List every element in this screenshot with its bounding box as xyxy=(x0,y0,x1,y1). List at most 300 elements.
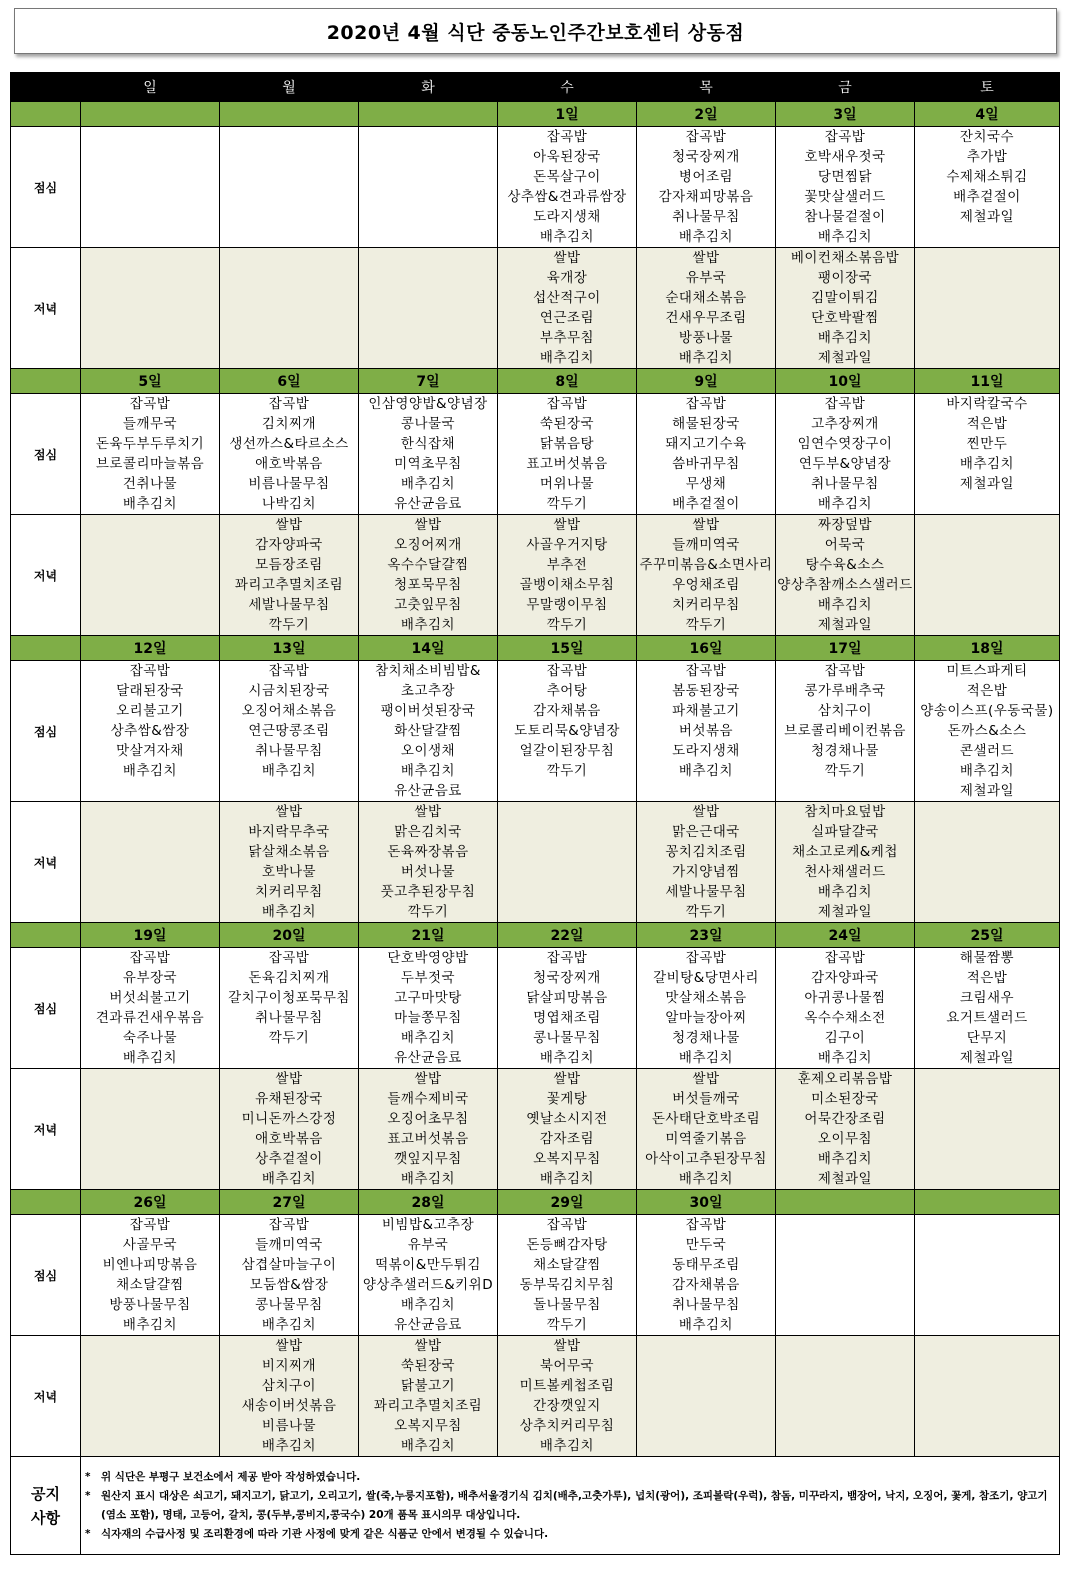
menu-item: 아삭이고추된장무침 xyxy=(645,1151,767,1167)
date-cell: 17일 xyxy=(776,636,915,661)
menu-item: 쌀밥 xyxy=(414,1071,442,1087)
dinner-label: 저녁 xyxy=(11,248,81,369)
menu-item: 적은밥 xyxy=(966,416,1008,432)
menu-item: 잡곡밥 xyxy=(824,129,866,145)
menu-item: 순대채소볶음 xyxy=(665,290,747,306)
menu-item: 배추김치 xyxy=(817,496,873,512)
dinner-menu-cell xyxy=(915,515,1060,636)
menu-item: 콩가루배추국 xyxy=(804,683,886,699)
menu-item: 버섯쇠불고기 xyxy=(109,990,191,1006)
menu-item: 배추김치 xyxy=(400,1438,456,1454)
dinner-menu-cell xyxy=(81,1069,220,1190)
day-header: 수 xyxy=(498,73,637,102)
menu-item: 가지양념찜 xyxy=(672,864,740,880)
menu-item: 미트스파게티 xyxy=(946,663,1028,679)
lunch-menu-cell xyxy=(637,127,776,248)
date-cell: 5일 xyxy=(81,369,220,394)
date-cell: 14일 xyxy=(359,636,498,661)
menu-item: 풋고추된장무침 xyxy=(380,884,476,900)
date-row xyxy=(11,1190,1060,1215)
menu-item: 도라지생채 xyxy=(672,743,740,759)
menu-item: 배추김치 xyxy=(539,1171,595,1187)
menu-item: 모둠쌈&쌈장 xyxy=(249,1277,329,1293)
menu-item: 청경채나물 xyxy=(811,743,879,759)
menu-item: 깍두기 xyxy=(546,617,588,633)
menu-item: 오리불고기 xyxy=(116,703,184,719)
date-cell: 20일 xyxy=(220,923,359,948)
date-cell xyxy=(915,1190,1060,1215)
menu-item: 잡곡밥 xyxy=(268,950,310,966)
menu-item: 양상추참깨소스샐러드 xyxy=(777,577,913,593)
day-header: 일 xyxy=(81,73,220,102)
lunch-menu-cell xyxy=(776,948,915,1069)
lunch-menu-cell xyxy=(81,661,220,802)
dinner-menu-cell xyxy=(498,802,637,923)
menu-item: 배추겉절이 xyxy=(953,189,1021,205)
menu-item: 제철과일 xyxy=(959,783,1015,799)
menu-item: 호박나물 xyxy=(261,864,317,880)
date-cell: 27일 xyxy=(220,1190,359,1215)
menu-item: 잡곡밥 xyxy=(546,129,588,145)
lunch-menu-cell xyxy=(498,394,637,515)
menu-item: 닭살채소볶음 xyxy=(248,844,330,860)
date-cell: 29일 xyxy=(498,1190,637,1215)
dinner-menu-cell xyxy=(498,515,637,636)
dinner-menu-cell xyxy=(220,1336,359,1457)
menu-item: 채소달걀찜 xyxy=(533,1257,601,1273)
menu-item: 유채된장국 xyxy=(255,1091,323,1107)
menu-item: 시금치된장국 xyxy=(248,683,330,699)
menu-item: 취나물무침 xyxy=(255,1010,323,1026)
menu-item: 꽃맛살샐러드 xyxy=(804,189,886,205)
menu-item: 떡볶이&만두튀김 xyxy=(375,1257,481,1273)
menu-item: 잔치국수 xyxy=(959,129,1015,145)
menu-item: 참치채소비빔밥& xyxy=(375,663,481,679)
menu-item: 연두부&양념장 xyxy=(798,456,892,472)
menu-item: 병어조림 xyxy=(678,169,734,185)
menu-item: 잡곡밥 xyxy=(546,396,588,412)
menu-item: 배추김치 xyxy=(261,904,317,920)
dinner-menu-cell xyxy=(637,1336,776,1457)
menu-item: 모듬장조림 xyxy=(255,557,323,573)
menu-item: 호박새우젓국 xyxy=(804,149,886,165)
menu-item: 주꾸미볶음&소면사리 xyxy=(639,557,773,573)
lunch-menu-cell xyxy=(359,1215,498,1336)
menu-item: 제철과일 xyxy=(817,617,873,633)
menu-item: 돈육짜장볶음 xyxy=(387,844,469,860)
header-corner xyxy=(11,73,81,102)
menu-item: 미니돈까스강정 xyxy=(241,1111,337,1127)
menu-item: 콩나물무침 xyxy=(255,1297,323,1313)
date-cell: 4일 xyxy=(915,102,1060,127)
lunch-menu-cell xyxy=(915,948,1060,1069)
menu-item: 도토리묵&양념장 xyxy=(514,723,620,739)
menu-item: 건취나물 xyxy=(122,476,178,492)
menu-item: 참나물겉절이 xyxy=(804,209,886,225)
dinner-menu-cell xyxy=(776,1336,915,1457)
menu-item: 배추김치 xyxy=(817,1151,873,1167)
menu-item: 알마늘장아찌 xyxy=(665,1010,747,1026)
menu-item: 들깨미역국 xyxy=(255,1237,323,1253)
menu-item: 오징어초무침 xyxy=(387,1111,469,1127)
menu-item: 배추김치 xyxy=(400,763,456,779)
menu-item: 머위나물 xyxy=(539,476,595,492)
menu-item: 치커리무침 xyxy=(255,884,323,900)
menu-item: 동부묵김치무침 xyxy=(519,1277,615,1293)
date-cell: 18일 xyxy=(915,636,1060,661)
menu-item: 옥수수채소전 xyxy=(804,1010,886,1026)
menu-item: 미트볼케첩조림 xyxy=(519,1378,615,1394)
menu-item: 제철과일 xyxy=(817,1171,873,1187)
menu-item: 추어탕 xyxy=(546,683,588,699)
dinner-row xyxy=(11,1069,1060,1190)
menu-item: 브로콜리베이컨볶음 xyxy=(784,723,906,739)
menu-item: 두부젓국 xyxy=(400,970,456,986)
date-cell: 1일 xyxy=(498,102,637,127)
menu-item: 미소된장국 xyxy=(811,1091,879,1107)
day-header: 월 xyxy=(220,73,359,102)
menu-item: 당면찜닭 xyxy=(817,169,873,185)
lunch-menu-cell xyxy=(220,661,359,802)
menu-item: 깍두기 xyxy=(685,617,727,633)
menu-item: 배추김치 xyxy=(261,763,317,779)
menu-item: 배추김치 xyxy=(122,1050,178,1066)
menu-item: 배추김치 xyxy=(817,884,873,900)
lunch-menu-cell xyxy=(915,394,1060,515)
menu-item: 양송이스프(우동국물) xyxy=(920,703,1054,719)
menu-item: 숙주나물 xyxy=(122,1030,178,1046)
menu-item: 돈목살구이 xyxy=(533,169,601,185)
menu-item: 유부국 xyxy=(685,270,727,286)
menu-item: 비름나물 xyxy=(261,1418,317,1434)
dinner-menu-cell xyxy=(915,248,1060,369)
menu-item: 잡곡밥 xyxy=(824,663,866,679)
menu-item: 버섯들깨국 xyxy=(672,1091,740,1107)
menu-item: 고추장찌개 xyxy=(811,416,879,432)
date-cell: 6일 xyxy=(220,369,359,394)
notice-item xyxy=(85,1525,1059,1544)
menu-item: 브로콜리마늘볶음 xyxy=(95,456,205,472)
menu-item: 제철과일 xyxy=(959,1050,1015,1066)
notice-item xyxy=(85,1487,1059,1525)
lunch-menu-cell xyxy=(220,948,359,1069)
date-cell: 30일 xyxy=(637,1190,776,1215)
lunch-row xyxy=(11,127,1060,248)
menu-item: 잡곡밥 xyxy=(268,1217,310,1233)
bullet-star: * xyxy=(85,1489,91,1502)
menu-item: 실파달걀국 xyxy=(811,824,879,840)
menu-item: 갈치구이청포묵무침 xyxy=(228,990,350,1006)
date-row-corner xyxy=(11,1190,81,1215)
page-title: 2020년 4월 식단 중동노인주간보호센터 상동점 xyxy=(14,8,1057,54)
menu-item: 비엔나피망볶음 xyxy=(102,1257,198,1273)
lunch-menu-cell xyxy=(81,1215,220,1336)
date-cell: 13일 xyxy=(220,636,359,661)
bullet-star: * xyxy=(85,1470,91,1483)
menu-item: 적은밥 xyxy=(966,683,1008,699)
date-cell: 15일 xyxy=(498,636,637,661)
lunch-menu-cell xyxy=(498,661,637,802)
menu-item: 오이무침 xyxy=(817,1131,873,1147)
menu-item: 유부국 xyxy=(407,1237,449,1253)
menu-item: 옛날소시지전 xyxy=(526,1111,608,1127)
dinner-menu-cell xyxy=(498,1336,637,1457)
menu-item: 해물된장국 xyxy=(672,416,740,432)
menu-item: 나박김치 xyxy=(261,496,317,512)
menu-item: 쌀밥 xyxy=(692,1071,720,1087)
menu-item: 추가밥 xyxy=(966,149,1008,165)
date-row xyxy=(11,369,1060,394)
menu-item: 잡곡밥 xyxy=(546,950,588,966)
menu-item: 김말이튀김 xyxy=(811,290,879,306)
date-cell: 12일 xyxy=(81,636,220,661)
menu-item: 어묵국 xyxy=(824,537,866,553)
dinner-menu-cell xyxy=(637,248,776,369)
lunch-menu-cell xyxy=(81,948,220,1069)
date-cell: 11일 xyxy=(915,369,1060,394)
dinner-menu-cell xyxy=(637,802,776,923)
menu-item: 견과류건새우볶음 xyxy=(95,1010,205,1026)
lunch-label: 점심 xyxy=(11,1215,81,1336)
menu-item: 배추김치 xyxy=(817,229,873,245)
menu-item: 잡곡밥 xyxy=(546,1217,588,1233)
menu-item: 사골무국 xyxy=(122,1237,178,1253)
notice-label-line: 공지 xyxy=(31,1484,60,1503)
menu-item: 돈사태단호박조림 xyxy=(651,1111,761,1127)
menu-item: 깻잎지무침 xyxy=(394,1151,462,1167)
date-cell: 10일 xyxy=(776,369,915,394)
lunch-menu-cell xyxy=(359,394,498,515)
lunch-menu-cell xyxy=(498,1215,637,1336)
menu-item: 깍두기 xyxy=(268,617,310,633)
menu-item: 채소고로케&케첩 xyxy=(792,844,898,860)
dinner-row xyxy=(11,515,1060,636)
lunch-menu-cell xyxy=(359,127,498,248)
bullet-star: * xyxy=(85,1527,91,1540)
dinner-menu-cell xyxy=(220,515,359,636)
menu-item: 골뱅이채소무침 xyxy=(519,577,615,593)
notice-content xyxy=(81,1457,1060,1555)
menu-item: 취나물무침 xyxy=(811,476,879,492)
menu-item: 잡곡밥 xyxy=(685,663,727,679)
menu-item: 우엉채조림 xyxy=(672,577,740,593)
menu-item: 잡곡밥 xyxy=(685,129,727,145)
menu-item: 잡곡밥 xyxy=(685,950,727,966)
menu-item: 단호박영양밥 xyxy=(387,950,469,966)
menu-item: 배추김치 xyxy=(122,1317,178,1333)
menu-item: 옥수수달걀찜 xyxy=(387,557,469,573)
menu-item: 감자채볶음 xyxy=(672,1277,740,1293)
menu-item: 유부장국 xyxy=(122,970,178,986)
lunch-menu-cell xyxy=(81,394,220,515)
lunch-menu-cell xyxy=(220,127,359,248)
menu-item: 돈육두부두루치기 xyxy=(95,436,205,452)
menu-item: 어묵간장조림 xyxy=(804,1111,886,1127)
menu-item: 삼치구이 xyxy=(261,1378,317,1394)
menu-item: 제철과일 xyxy=(959,476,1015,492)
date-cell: 16일 xyxy=(637,636,776,661)
day-header: 목 xyxy=(637,73,776,102)
lunch-menu-cell xyxy=(220,394,359,515)
dinner-menu-cell xyxy=(776,515,915,636)
menu-item: 쌀밥 xyxy=(553,1338,581,1354)
menu-item: 배추김치 xyxy=(261,1317,317,1333)
menu-item: 미역초무침 xyxy=(394,456,462,472)
date-cell: 28일 xyxy=(359,1190,498,1215)
menu-item: 돈까스&소스 xyxy=(947,723,1027,739)
date-row-corner xyxy=(11,369,81,394)
lunch-menu-cell xyxy=(498,127,637,248)
menu-item: 꽈리고추멸치조림 xyxy=(234,577,344,593)
date-cell: 21일 xyxy=(359,923,498,948)
menu-item: 유산균음료 xyxy=(394,1317,462,1333)
lunch-row xyxy=(11,1215,1060,1336)
dinner-row xyxy=(11,248,1060,369)
menu-item: 맛살겨자채 xyxy=(116,743,184,759)
lunch-menu-cell xyxy=(776,661,915,802)
menu-item: 고춧잎무침 xyxy=(394,597,462,613)
menu-item: 배추김치 xyxy=(539,1050,595,1066)
menu-item: 배추김치 xyxy=(678,350,734,366)
date-cell: 9일 xyxy=(637,369,776,394)
notice-text: 식자재의 수급사정 및 조리환경에 따라 기관 사정에 맞게 같은 식품군 안에서 변경될 수 있습니다. xyxy=(101,1527,549,1540)
menu-item: 세발나물무침 xyxy=(248,597,330,613)
date-cell xyxy=(81,102,220,127)
menu-item: 오이생채 xyxy=(400,743,456,759)
menu-item: 쌀밥 xyxy=(692,250,720,266)
notice-text: 원산지 표시 대상은 쇠고기, 돼지고기, 닭고기, 오리고기, 쌀(죽,누룽지포함), 배추서울경기식 김치(배추,고춧가루), 넙치(광어), 조피볼락(우럭), 참돔, 미꾸라지, 뱀장어, 낙지, 오징어, 꽃게, 참조기, 양고기(염소 포함), 명태, 고등어, 갈치, 콩(두부,콩비지,콩국수) 20개 품목 표시의무 대상입니다. xyxy=(101,1489,1048,1521)
menu-item: 돌나물무침 xyxy=(533,1297,601,1313)
menu-item: 깍두기 xyxy=(546,496,588,512)
menu-item: 맛살채소볶음 xyxy=(665,990,747,1006)
menu-item: 들깨수제비국 xyxy=(387,1091,469,1107)
menu-item: 쌀밥 xyxy=(414,804,442,820)
lunch-row xyxy=(11,661,1060,802)
menu-item: 미역줄기볶음 xyxy=(665,1131,747,1147)
menu-item: 해물짬뽕 xyxy=(959,950,1015,966)
date-row xyxy=(11,102,1060,127)
menu-item: 팽이장국 xyxy=(817,270,873,286)
menu-item: 배추김치 xyxy=(959,456,1015,472)
dinner-menu-cell xyxy=(498,1069,637,1190)
menu-item: 배추김치 xyxy=(678,229,734,245)
dinner-label: 저녁 xyxy=(11,515,81,636)
menu-item: 제철과일 xyxy=(959,209,1015,225)
lunch-menu-cell xyxy=(637,394,776,515)
dinner-menu-cell xyxy=(220,1069,359,1190)
menu-item: 청국장찌개 xyxy=(533,970,601,986)
menu-item: 배추김치 xyxy=(817,597,873,613)
dinner-menu-cell xyxy=(220,248,359,369)
menu-item: 쌀밥 xyxy=(275,804,303,820)
menu-item: 잡곡밥 xyxy=(129,1217,171,1233)
menu-item: 잡곡밥 xyxy=(129,396,171,412)
menu-item: 깍두기 xyxy=(546,763,588,779)
menu-item: 잡곡밥 xyxy=(824,396,866,412)
menu-item: 아귀콩나물찜 xyxy=(804,990,886,1006)
lunch-menu-cell xyxy=(776,127,915,248)
menu-item: 배추김치 xyxy=(539,229,595,245)
menu-item: 꽈리고추멸치조림 xyxy=(373,1398,483,1414)
menu-item: 화산달걀찜 xyxy=(394,723,462,739)
lunch-label: 점심 xyxy=(11,661,81,802)
menu-item: 감자채피망볶음 xyxy=(658,189,754,205)
menu-item: 깍두기 xyxy=(824,763,866,779)
menu-item: 오복지무침 xyxy=(533,1151,601,1167)
menu-item: 잡곡밥 xyxy=(129,950,171,966)
lunch-menu-cell xyxy=(359,661,498,802)
menu-item: 만두국 xyxy=(685,1237,727,1253)
date-cell: 25일 xyxy=(915,923,1060,948)
dinner-menu-cell xyxy=(359,248,498,369)
date-cell: 26일 xyxy=(81,1190,220,1215)
date-cell: 3일 xyxy=(776,102,915,127)
menu-item: 깍두기 xyxy=(546,1317,588,1333)
menu-item: 달래된장국 xyxy=(116,683,184,699)
menu-item: 취나물무침 xyxy=(672,209,740,225)
menu-item: 상추쌈&쌈장 xyxy=(110,723,190,739)
menu-item: 잡곡밥 xyxy=(685,396,727,412)
notice-text: 위 식단은 부평구 보건소에서 제공 받아 작성하였습니다. xyxy=(101,1470,361,1483)
day-of-week-header xyxy=(11,73,1060,102)
notice-label-line: 사항 xyxy=(31,1508,60,1527)
menu-item: 닭불고기 xyxy=(400,1378,456,1394)
dinner-menu-cell xyxy=(359,802,498,923)
menu-item: 제철과일 xyxy=(817,350,873,366)
lunch-menu-cell xyxy=(359,948,498,1069)
dinner-menu-cell xyxy=(498,248,637,369)
menu-item: 배추김치 xyxy=(400,1030,456,1046)
menu-item: 유산균음료 xyxy=(394,783,462,799)
menu-item: 간장깻잎지 xyxy=(533,1398,601,1414)
menu-item: 수제채소튀김 xyxy=(946,169,1028,185)
menu-item: 새송이버섯볶음 xyxy=(241,1398,337,1414)
lunch-label: 점심 xyxy=(11,948,81,1069)
date-cell: 23일 xyxy=(637,923,776,948)
menu-item: 취나물무침 xyxy=(255,743,323,759)
menu-item: 배추김치 xyxy=(400,617,456,633)
menu-item: 갈비탕&당면사리 xyxy=(653,970,759,986)
menu-item: 씀바귀무침 xyxy=(672,456,740,472)
menu-item: 봄동된장국 xyxy=(672,683,740,699)
menu-item: 쌀밥 xyxy=(692,517,720,533)
menu-item: 취나물무침 xyxy=(672,1297,740,1313)
lunch-label: 점심 xyxy=(11,127,81,248)
dinner-menu-cell xyxy=(637,1069,776,1190)
menu-item: 배추김치 xyxy=(678,1171,734,1187)
menu-item: 오징어채소볶음 xyxy=(241,703,337,719)
menu-item: 양상추샐러드&키위D xyxy=(362,1277,494,1293)
menu-item: 쌀밥 xyxy=(275,1071,303,1087)
menu-item: 배추김치 xyxy=(400,1297,456,1313)
menu-item: 배추김치 xyxy=(400,1171,456,1187)
date-cell: 8일 xyxy=(498,369,637,394)
menu-item: 도라지생채 xyxy=(533,209,601,225)
menu-item: 유산균음료 xyxy=(394,1050,462,1066)
menu-item: 적은밥 xyxy=(966,970,1008,986)
lunch-menu-cell xyxy=(915,661,1060,802)
menu-item: 배추김치 xyxy=(678,1050,734,1066)
menu-item: 돈육김치찌개 xyxy=(248,970,330,986)
dinner-row xyxy=(11,1336,1060,1457)
menu-item: 청경채나물 xyxy=(672,1030,740,1046)
menu-item: 청포묵무침 xyxy=(394,577,462,593)
menu-item: 들깨무국 xyxy=(122,416,178,432)
menu-item: 얼갈이된장무침 xyxy=(519,743,615,759)
menu-item: 쌀밥 xyxy=(414,1338,442,1354)
date-row-corner xyxy=(11,102,81,127)
date-cell: 19일 xyxy=(81,923,220,948)
